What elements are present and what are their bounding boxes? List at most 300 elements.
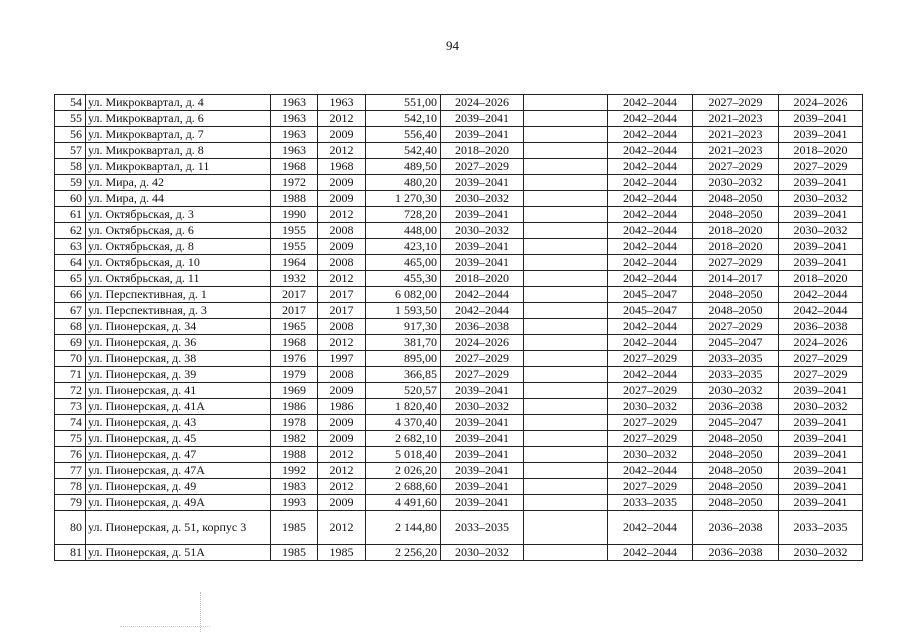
area-cell: 895,00 [366,351,441,367]
address-cell: ул. Пионерская, д. 38 [86,351,271,367]
year-built-cell: 1985 [271,545,318,561]
address-cell: ул. Октябрьская, д. 11 [86,271,271,287]
row-number: 66 [55,287,86,303]
year-repair-cell: 1963 [318,95,366,111]
empty-cell [524,207,608,223]
year-repair-cell: 2008 [318,319,366,335]
year-repair-cell: 2012 [318,271,366,287]
table-row [55,303,863,319]
area-cell: 489,50 [366,159,441,175]
area-cell: 2 256,20 [366,545,441,561]
empty-cell [524,175,608,191]
year-built-cell: 1963 [271,95,318,111]
area-cell: 455,30 [366,271,441,287]
period-4-cell: 2039–2041 [779,431,863,447]
period-2-cell: 2042–2044 [608,191,693,207]
year-built-cell: 1985 [271,511,318,545]
year-built-cell: 1988 [271,447,318,463]
period-4-cell: 2039–2041 [779,255,863,271]
period-4-cell: 2030–2032 [779,545,863,561]
address-cell: ул. Мира, д. 44 [86,191,271,207]
address-cell: ул. Пионерская, д. 45 [86,431,271,447]
table-row [55,111,863,127]
table-row [55,191,863,207]
period-1-cell: 2027–2029 [441,367,524,383]
period-2-cell: 2042–2044 [608,319,693,335]
address-cell: ул. Октябрьская, д. 6 [86,223,271,239]
year-repair-cell: 2009 [318,127,366,143]
empty-cell [524,271,608,287]
table-row [55,175,863,191]
row-number: 73 [55,399,86,415]
area-cell: 2 026,20 [366,463,441,479]
period-3-cell: 2027–2029 [693,255,779,271]
empty-cell [524,479,608,495]
period-4-cell: 2024–2026 [779,95,863,111]
period-4-cell: 2039–2041 [779,239,863,255]
area-cell: 366,85 [366,367,441,383]
period-2-cell: 2042–2044 [608,367,693,383]
address-cell: ул. Микроквартал, д. 6 [86,111,271,127]
year-built-cell: 1993 [271,495,318,511]
address-cell: ул. Перспективная, д. 1 [86,287,271,303]
period-1-cell: 2033–2035 [441,511,524,545]
empty-cell [524,159,608,175]
year-built-cell: 1968 [271,159,318,175]
year-repair-cell: 2008 [318,367,366,383]
period-2-cell: 2033–2035 [608,495,693,511]
area-cell: 423,10 [366,239,441,255]
year-built-cell: 1963 [271,143,318,159]
area-cell: 4 370,40 [366,415,441,431]
table-row [55,319,863,335]
area-cell: 2 682,10 [366,431,441,447]
year-repair-cell: 1968 [318,159,366,175]
year-repair-cell: 1997 [318,351,366,367]
period-2-cell: 2042–2044 [608,335,693,351]
area-cell: 2 144,80 [366,511,441,545]
period-4-cell: 2039–2041 [779,495,863,511]
area-cell: 6 082,00 [366,287,441,303]
empty-cell [524,335,608,351]
table-row [55,95,863,111]
address-cell: ул. Пионерская, д. 34 [86,319,271,335]
period-1-cell: 2030–2032 [441,223,524,239]
address-cell: ул. Пионерская, д. 49А [86,495,271,511]
table-row [55,479,863,495]
row-number: 70 [55,351,86,367]
period-1-cell: 2039–2041 [441,239,524,255]
area-cell: 728,20 [366,207,441,223]
period-1-cell: 2039–2041 [441,495,524,511]
year-repair-cell: 2009 [318,239,366,255]
year-built-cell: 1978 [271,415,318,431]
empty-cell [524,223,608,239]
period-3-cell: 2030–2032 [693,175,779,191]
page-number: 94 [446,38,459,53]
row-number: 57 [55,143,86,159]
year-built-cell: 2017 [271,303,318,319]
period-4-cell: 2042–2044 [779,287,863,303]
period-4-cell: 2039–2041 [779,207,863,223]
year-repair-cell: 2008 [318,255,366,271]
empty-cell [524,511,608,545]
year-repair-cell: 2012 [318,207,366,223]
year-built-cell: 1932 [271,271,318,287]
year-built-cell: 1983 [271,479,318,495]
period-4-cell: 2039–2041 [779,479,863,495]
period-2-cell: 2027–2029 [608,383,693,399]
row-number: 69 [55,335,86,351]
year-repair-cell: 2009 [318,495,366,511]
period-4-cell: 2039–2041 [779,463,863,479]
year-repair-cell: 2009 [318,415,366,431]
period-3-cell: 2018–2020 [693,223,779,239]
address-cell: ул. Пионерская, д. 49 [86,479,271,495]
area-cell: 1 593,50 [366,303,441,319]
year-repair-cell: 2009 [318,191,366,207]
period-3-cell: 2048–2050 [693,287,779,303]
empty-cell [524,95,608,111]
row-number: 81 [55,545,86,561]
period-3-cell: 2018–2020 [693,239,779,255]
row-number: 59 [55,175,86,191]
year-built-cell: 1955 [271,223,318,239]
period-4-cell: 2039–2041 [779,447,863,463]
year-repair-cell: 2012 [318,143,366,159]
period-1-cell: 2030–2032 [441,545,524,561]
year-built-cell: 1955 [271,239,318,255]
period-3-cell: 2048–2050 [693,463,779,479]
empty-cell [524,143,608,159]
period-4-cell: 2030–2032 [779,399,863,415]
period-3-cell: 2048–2050 [693,207,779,223]
address-cell: ул. Октябрьская, д. 8 [86,239,271,255]
row-number: 58 [55,159,86,175]
empty-cell [524,319,608,335]
year-repair-cell: 2012 [318,111,366,127]
address-cell: ул. Пионерская, д. 41А [86,399,271,415]
period-3-cell: 2021–2023 [693,127,779,143]
period-2-cell: 2027–2029 [608,479,693,495]
area-cell: 5 018,40 [366,447,441,463]
table-row [55,415,863,431]
row-number: 64 [55,255,86,271]
area-cell: 551,00 [366,95,441,111]
year-built-cell: 1965 [271,319,318,335]
table-row [55,271,863,287]
period-4-cell: 2036–2038 [779,319,863,335]
period-2-cell: 2042–2044 [608,239,693,255]
period-2-cell: 2027–2029 [608,431,693,447]
row-number: 80 [55,511,86,545]
period-2-cell: 2042–2044 [608,207,693,223]
table-row [55,239,863,255]
area-cell: 381,70 [366,335,441,351]
address-cell: ул. Пионерская, д. 47 [86,447,271,463]
row-number: 54 [55,95,86,111]
period-3-cell: 2027–2029 [693,95,779,111]
period-3-cell: 2027–2029 [693,159,779,175]
year-built-cell: 1969 [271,383,318,399]
area-cell: 1 270,30 [366,191,441,207]
year-built-cell: 1964 [271,255,318,271]
area-cell: 2 688,60 [366,479,441,495]
table-row [55,287,863,303]
area-cell: 4 491,60 [366,495,441,511]
row-number: 56 [55,127,86,143]
period-3-cell: 2033–2035 [693,367,779,383]
year-repair-cell: 2012 [318,511,366,545]
year-built-cell: 1976 [271,351,318,367]
period-4-cell: 2039–2041 [779,415,863,431]
period-2-cell: 2030–2032 [608,447,693,463]
address-cell: ул. Пионерская, д. 39 [86,367,271,383]
address-cell: ул. Мира, д. 42 [86,175,271,191]
year-repair-cell: 1986 [318,399,366,415]
row-number: 61 [55,207,86,223]
period-1-cell: 2039–2041 [441,175,524,191]
year-built-cell: 1963 [271,127,318,143]
area-cell: 542,40 [366,143,441,159]
year-built-cell: 1979 [271,367,318,383]
area-cell: 542,10 [366,111,441,127]
period-2-cell: 2030–2032 [608,399,693,415]
period-1-cell: 2042–2044 [441,303,524,319]
period-2-cell: 2042–2044 [608,463,693,479]
table-row [55,545,863,561]
address-cell: ул. Микроквартал, д. 7 [86,127,271,143]
year-repair-cell: 2017 [318,303,366,319]
period-2-cell: 2042–2044 [608,95,693,111]
empty-cell [524,495,608,511]
period-2-cell: 2042–2044 [608,127,693,143]
row-number: 71 [55,367,86,383]
year-repair-cell: 1985 [318,545,366,561]
address-cell: ул. Октябрьская, д. 10 [86,255,271,271]
table-row [55,431,863,447]
empty-cell [524,191,608,207]
period-1-cell: 2018–2020 [441,143,524,159]
period-1-cell: 2039–2041 [441,463,524,479]
period-1-cell: 2042–2044 [441,287,524,303]
period-4-cell: 2018–2020 [779,143,863,159]
table-row [55,367,863,383]
period-1-cell: 2039–2041 [441,383,524,399]
address-cell: ул. Пионерская, д. 36 [86,335,271,351]
address-cell: ул. Октябрьская, д. 3 [86,207,271,223]
empty-cell [524,127,608,143]
period-1-cell: 2027–2029 [441,159,524,175]
address-cell: ул. Пионерская, д. 51А [86,545,271,561]
row-number: 72 [55,383,86,399]
period-4-cell: 2039–2041 [779,383,863,399]
empty-cell [524,111,608,127]
period-3-cell: 2045–2047 [693,415,779,431]
period-2-cell: 2045–2047 [608,287,693,303]
address-cell: ул. Пионерская, д. 51, корпус 3 [86,511,271,545]
table-row [55,223,863,239]
period-1-cell: 2039–2041 [441,255,524,271]
year-built-cell: 1988 [271,191,318,207]
row-number: 62 [55,223,86,239]
period-4-cell: 2027–2029 [779,367,863,383]
empty-cell [524,255,608,271]
row-number: 63 [55,239,86,255]
table-row [55,511,863,545]
period-1-cell: 2024–2026 [441,95,524,111]
period-1-cell: 2018–2020 [441,271,524,287]
row-number: 60 [55,191,86,207]
period-2-cell: 2042–2044 [608,223,693,239]
address-cell: ул. Пионерская, д. 43 [86,415,271,431]
period-1-cell: 2039–2041 [441,127,524,143]
year-repair-cell: 2017 [318,287,366,303]
period-4-cell: 2030–2032 [779,223,863,239]
period-3-cell: 2048–2050 [693,447,779,463]
row-number: 75 [55,431,86,447]
address-cell: ул. Микроквартал, д. 11 [86,159,271,175]
year-repair-cell: 2012 [318,447,366,463]
period-3-cell: 2048–2050 [693,495,779,511]
year-repair-cell: 2012 [318,463,366,479]
table-row [55,143,863,159]
empty-cell [524,399,608,415]
period-2-cell: 2042–2044 [608,175,693,191]
period-4-cell: 2039–2041 [779,127,863,143]
period-4-cell: 2033–2035 [779,511,863,545]
area-cell: 448,00 [366,223,441,239]
empty-cell [524,303,608,319]
year-repair-cell: 2009 [318,175,366,191]
period-4-cell: 2024–2026 [779,335,863,351]
table-row [55,335,863,351]
table-row [55,159,863,175]
period-4-cell: 2039–2041 [779,175,863,191]
table-row [55,463,863,479]
empty-cell [524,463,608,479]
empty-cell [524,351,608,367]
period-3-cell: 2030–2032 [693,383,779,399]
area-cell: 520,57 [366,383,441,399]
period-1-cell: 2039–2041 [441,111,524,127]
period-3-cell: 2036–2038 [693,511,779,545]
period-2-cell: 2042–2044 [608,545,693,561]
table-row [55,207,863,223]
year-built-cell: 1982 [271,431,318,447]
period-3-cell: 2048–2050 [693,191,779,207]
row-number: 74 [55,415,86,431]
period-3-cell: 2021–2023 [693,111,779,127]
area-cell: 1 820,40 [366,399,441,415]
area-cell: 556,40 [366,127,441,143]
period-4-cell: 2018–2020 [779,271,863,287]
period-1-cell: 2039–2041 [441,415,524,431]
period-2-cell: 2042–2044 [608,255,693,271]
row-number: 68 [55,319,86,335]
period-4-cell: 2042–2044 [779,303,863,319]
scan-artifact-line [120,626,210,628]
year-repair-cell: 2008 [318,223,366,239]
year-repair-cell: 2009 [318,383,366,399]
period-1-cell: 2039–2041 [441,447,524,463]
year-built-cell: 2017 [271,287,318,303]
housing-repair-schedule-table [54,94,863,561]
area-cell: 465,00 [366,255,441,271]
table-row [55,351,863,367]
period-3-cell: 2033–2035 [693,351,779,367]
year-built-cell: 1992 [271,463,318,479]
year-repair-cell: 2012 [318,335,366,351]
period-3-cell: 2048–2050 [693,431,779,447]
period-2-cell: 2042–2044 [608,143,693,159]
period-1-cell: 2039–2041 [441,431,524,447]
row-number: 67 [55,303,86,319]
row-number: 65 [55,271,86,287]
address-cell: ул. Микроквартал, д. 4 [86,95,271,111]
year-built-cell: 1972 [271,175,318,191]
period-2-cell: 2027–2029 [608,415,693,431]
row-number: 78 [55,479,86,495]
period-2-cell: 2027–2029 [608,351,693,367]
empty-cell [524,545,608,561]
table-row [55,399,863,415]
period-3-cell: 2036–2038 [693,545,779,561]
empty-cell [524,415,608,431]
year-repair-cell: 2012 [318,479,366,495]
period-2-cell: 2042–2044 [608,511,693,545]
period-3-cell: 2045–2047 [693,335,779,351]
period-1-cell: 2024–2026 [441,335,524,351]
table-row [55,495,863,511]
table-row [55,255,863,271]
year-repair-cell: 2009 [318,431,366,447]
period-1-cell: 2030–2032 [441,191,524,207]
empty-cell [524,287,608,303]
period-2-cell: 2045–2047 [608,303,693,319]
row-number: 76 [55,447,86,463]
period-4-cell: 2030–2032 [779,191,863,207]
empty-cell [524,431,608,447]
period-1-cell: 2036–2038 [441,319,524,335]
year-built-cell: 1986 [271,399,318,415]
period-3-cell: 2021–2023 [693,143,779,159]
empty-cell [524,383,608,399]
period-1-cell: 2039–2041 [441,479,524,495]
address-cell: ул. Пионерская, д. 41 [86,383,271,399]
row-number: 77 [55,463,86,479]
table-row [55,383,863,399]
address-cell: ул. Микроквартал, д. 8 [86,143,271,159]
period-3-cell: 2014–2017 [693,271,779,287]
year-built-cell: 1990 [271,207,318,223]
period-4-cell: 2039–2041 [779,111,863,127]
row-number: 79 [55,495,86,511]
address-cell: ул. Пионерская, д. 47А [86,463,271,479]
period-1-cell: 2027–2029 [441,351,524,367]
empty-cell [524,239,608,255]
period-3-cell: 2048–2050 [693,479,779,495]
period-3-cell: 2027–2029 [693,319,779,335]
year-built-cell: 1963 [271,111,318,127]
area-cell: 917,30 [366,319,441,335]
area-cell: 480,20 [366,175,441,191]
period-1-cell: 2039–2041 [441,207,524,223]
period-4-cell: 2027–2029 [779,159,863,175]
row-number: 55 [55,111,86,127]
period-2-cell: 2042–2044 [608,159,693,175]
year-built-cell: 1968 [271,335,318,351]
